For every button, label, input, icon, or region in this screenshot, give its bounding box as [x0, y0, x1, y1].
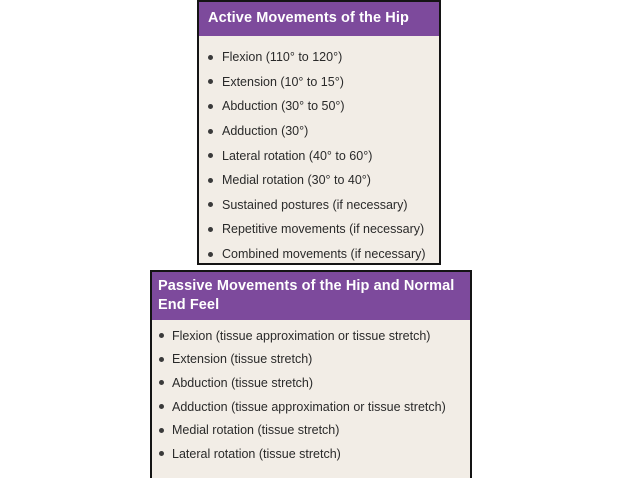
list-item-text: Abduction (30° to 50°) — [222, 99, 345, 114]
list-item-text: Sustained postures (if necessary) — [222, 197, 408, 212]
list-item-text: Lateral rotation (tissue stretch) — [172, 446, 341, 461]
list-item-text: Repetitive movements (if necessary) — [222, 222, 425, 237]
passive-movements-list — [152, 320, 470, 466]
bullet-icon — [208, 202, 213, 207]
list-item-text: Flexion (tissue approximation or tissue stretch) — [172, 328, 431, 343]
list-item — [159, 418, 470, 442]
list-item — [208, 94, 439, 119]
list-item — [208, 242, 439, 265]
list-item — [208, 168, 439, 193]
bullet-icon — [208, 227, 213, 232]
list-item — [208, 45, 439, 70]
list-item-text: Combined movements (if necessary) — [222, 247, 426, 262]
list-item-text: Lateral rotation (40° to 60°) — [222, 148, 373, 163]
list-item — [208, 119, 439, 144]
list-item — [159, 442, 470, 466]
active-movements-box — [197, 0, 441, 265]
bullet-icon — [208, 55, 213, 60]
list-item-text: Adduction (tissue approximation or tissue stretch) — [172, 399, 446, 414]
list-item-text: Extension (tissue stretch) — [172, 352, 313, 367]
list-item-text: Extension (10° to 15°) — [222, 74, 344, 89]
active-movements-list — [199, 36, 439, 265]
passive-movements-title: Passive Movements of the Hip and Normal End Feel — [152, 272, 470, 320]
list-item — [159, 371, 470, 395]
list-item — [159, 348, 470, 372]
list-item-text: Medial rotation (tissue stretch) — [172, 423, 340, 438]
bullet-icon — [159, 451, 164, 456]
bullet-icon — [159, 428, 164, 433]
bullet-icon — [159, 333, 164, 338]
list-item-text: Adduction (30°) — [222, 124, 309, 139]
bullet-icon — [208, 252, 213, 257]
list-item — [208, 193, 439, 218]
list-item-text: Medial rotation (30° to 40°) — [222, 173, 371, 188]
list-item — [159, 395, 470, 419]
list-item-text: Abduction (tissue stretch) — [172, 375, 314, 390]
bullet-icon — [159, 380, 164, 385]
passive-movements-box — [150, 270, 472, 478]
bullet-icon — [159, 357, 164, 362]
bullet-icon — [159, 404, 164, 409]
list-item-text: Flexion (110° to 120°) — [222, 50, 343, 65]
bullet-icon — [208, 153, 213, 158]
list-item — [208, 217, 439, 242]
list-item — [208, 143, 439, 168]
bullet-icon — [208, 129, 213, 134]
list-item — [208, 70, 439, 95]
bullet-icon — [208, 104, 213, 109]
bullet-icon — [208, 178, 213, 183]
list-item — [159, 324, 470, 348]
bullet-icon — [208, 79, 213, 84]
active-movements-title: Active Movements of the Hip — [199, 2, 439, 36]
